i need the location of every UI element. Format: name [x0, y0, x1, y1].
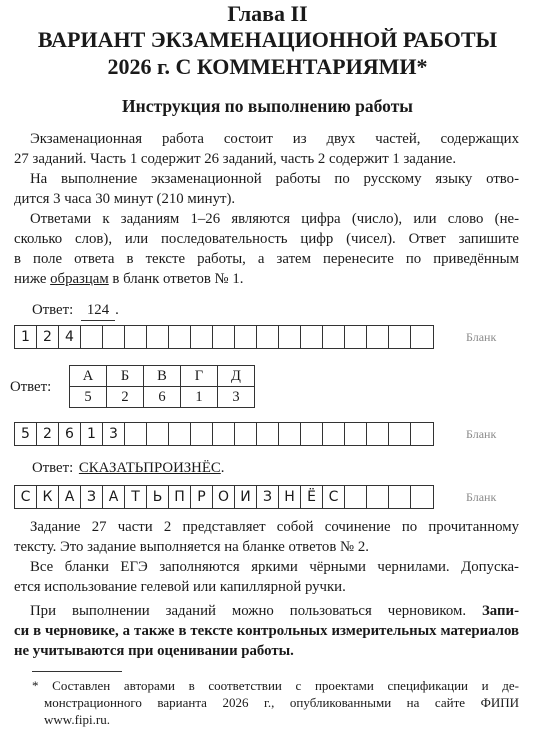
answer-cell	[235, 326, 257, 348]
p6-line1: При выполнении заданий можно пользоваться черновиком. Запи-	[30, 603, 519, 619]
answer-cell: П	[169, 486, 191, 508]
answer-cell	[301, 326, 323, 348]
answer-cell	[389, 326, 411, 348]
answer-cell	[103, 326, 125, 348]
answer-cell	[169, 423, 191, 445]
answer-cell: 2	[37, 326, 59, 348]
footnote	[32, 677, 519, 728]
sample1-grid	[14, 325, 434, 349]
answer-cell	[323, 326, 345, 348]
answer-cell: И	[235, 486, 257, 508]
p4-line1: Задание 27 части 2 представляет собой сочинение по прочитанному	[30, 519, 519, 535]
p3-line2: сколько слов), или последовательность цифр (чисел). Ответ запишите	[14, 231, 519, 247]
sample3-grid	[14, 485, 434, 509]
letter-header-cell: Г	[181, 366, 218, 387]
answer-cell: 1	[15, 326, 37, 348]
sample3-answer-value: СКАЗАТЬПРОИЗНЁС	[78, 460, 221, 476]
answer-cell: О	[213, 486, 235, 508]
p1-line2: 27 заданий. Часть 1 содержит 26 заданий, часть 2 содержит 1 задание.	[14, 151, 457, 167]
answer-cell: Ь	[147, 486, 169, 508]
answer-cell	[125, 423, 147, 445]
sample1-answer-line: Ответ: 124 .	[32, 300, 119, 321]
answer-cell	[345, 423, 367, 445]
answer-cell	[367, 326, 389, 348]
answer-cell	[345, 486, 367, 508]
letter-value-cell: 6	[144, 387, 181, 408]
footnote-line1: * Составлен авторами в соответствии с проектами спецификации и де-	[32, 678, 519, 693]
letter-header-cell: А	[70, 366, 107, 387]
letter-value-cell: 1	[181, 387, 218, 408]
section-title-line2: 2026 г. С КОММЕНТАРИЯМИ*	[107, 54, 428, 79]
p6-line2: си в черновике, а также в тексте контрольных измерительных материалов	[14, 623, 519, 639]
instruction-heading: Инструкция по выполнению работы	[122, 96, 413, 116]
answer-cell	[411, 486, 433, 508]
p3-line4: ниже образцам в бланк ответов № 1.	[14, 271, 244, 287]
answer-cell: 2	[37, 423, 59, 445]
answer-cell: З	[257, 486, 279, 508]
answer-cell	[125, 326, 147, 348]
answer-cell: А	[59, 486, 81, 508]
sample3-answer-line: Ответ: СКАЗАТЬПРОИЗНЁС.	[32, 460, 225, 476]
footnote-divider	[32, 671, 122, 672]
p6-line3: не учитываются при оценивании работы.	[14, 643, 294, 659]
footnote-line3: www.fipi.ru.	[44, 712, 110, 727]
answer-cell: З	[81, 486, 103, 508]
p4-line2: тексту. Это задание выполняется на бланке ответов № 2.	[14, 539, 369, 555]
sample2-blank-label: Бланк	[466, 427, 497, 441]
answer-cell	[389, 423, 411, 445]
answer-cell	[279, 326, 301, 348]
sample1-answer-value: 124	[81, 300, 115, 321]
answer-cell: 3	[103, 423, 125, 445]
answer-cell	[81, 326, 103, 348]
p1-line1: Экзаменационная работа состоит из двух частей, содержащих	[30, 131, 519, 147]
answer-cell	[411, 326, 433, 348]
answer-cell	[235, 423, 257, 445]
letter-header-cell: Б	[107, 366, 144, 387]
answer-cell: Т	[125, 486, 147, 508]
answer-cell	[213, 326, 235, 348]
answer-cell	[411, 423, 433, 445]
answer-cell	[367, 423, 389, 445]
chapter-title: Глава II	[227, 1, 308, 26]
p5-line1: Все бланки ЕГЭ заполняются яркими чёрными чернилами. Допуска-	[30, 559, 519, 575]
letter-header-cell: Д	[218, 366, 255, 387]
answer-cell: 4	[59, 326, 81, 348]
sample1-blank-label: Бланк	[466, 330, 497, 344]
answer-cell: С	[323, 486, 345, 508]
sample2-answer-table	[69, 365, 255, 408]
answer-cell: 6	[59, 423, 81, 445]
answer-cell: 1	[81, 423, 103, 445]
answer-cell	[323, 423, 345, 445]
answer-cell: 5	[15, 423, 37, 445]
section-title-line1: ВАРИАНТ ЭКЗАМЕНАЦИОННОЙ РАБОТЫ	[37, 27, 498, 52]
instruction-paragraphs	[14, 129, 519, 289]
answer-cell	[301, 423, 323, 445]
answer-cell	[389, 486, 411, 508]
letter-value-cell: 3	[218, 387, 255, 408]
answer-cell	[191, 423, 213, 445]
closing-paragraphs	[14, 517, 519, 661]
answer-cell	[257, 326, 279, 348]
sample2-answer-label: Ответ:	[10, 379, 52, 395]
footnote-line2: монстрационного варианта 2026 г., опубликованными на сайте ФИПИ	[44, 695, 519, 710]
p3-line1: Ответами к заданиям 1–26 являются цифра (число), или слово (не-	[30, 211, 519, 227]
letter-value-cell: 2	[107, 387, 144, 408]
answer-cell	[191, 326, 213, 348]
answer-cell	[257, 423, 279, 445]
answer-cell: А	[103, 486, 125, 508]
sample2-grid	[14, 422, 434, 446]
p2-line2: дится 3 часа 30 минут (210 минут).	[14, 191, 236, 207]
answer-cell: Ё	[301, 486, 323, 508]
answer-cell	[213, 423, 235, 445]
answer-cell: Н	[279, 486, 301, 508]
answer-cell	[367, 486, 389, 508]
answer-cell	[345, 326, 367, 348]
letter-value-cell: 5	[70, 387, 107, 408]
answer-cell	[147, 326, 169, 348]
answer-cell	[169, 326, 191, 348]
p3-line3: в поле ответа в тексте работы, а затем перенесите по приведённым	[14, 251, 519, 267]
p2-line1: На выполнение экзаменационной работы по русскому языку отво-	[30, 171, 519, 187]
answer-cell	[147, 423, 169, 445]
letter-header-cell: В	[144, 366, 181, 387]
answer-cell: К	[37, 486, 59, 508]
answer-cell: Р	[191, 486, 213, 508]
answer-cell: С	[15, 486, 37, 508]
p5-line2: ется использование гелевой или капиллярной ручки.	[14, 579, 346, 595]
sample3-blank-label: Бланк	[466, 490, 497, 504]
answer-cell	[279, 423, 301, 445]
